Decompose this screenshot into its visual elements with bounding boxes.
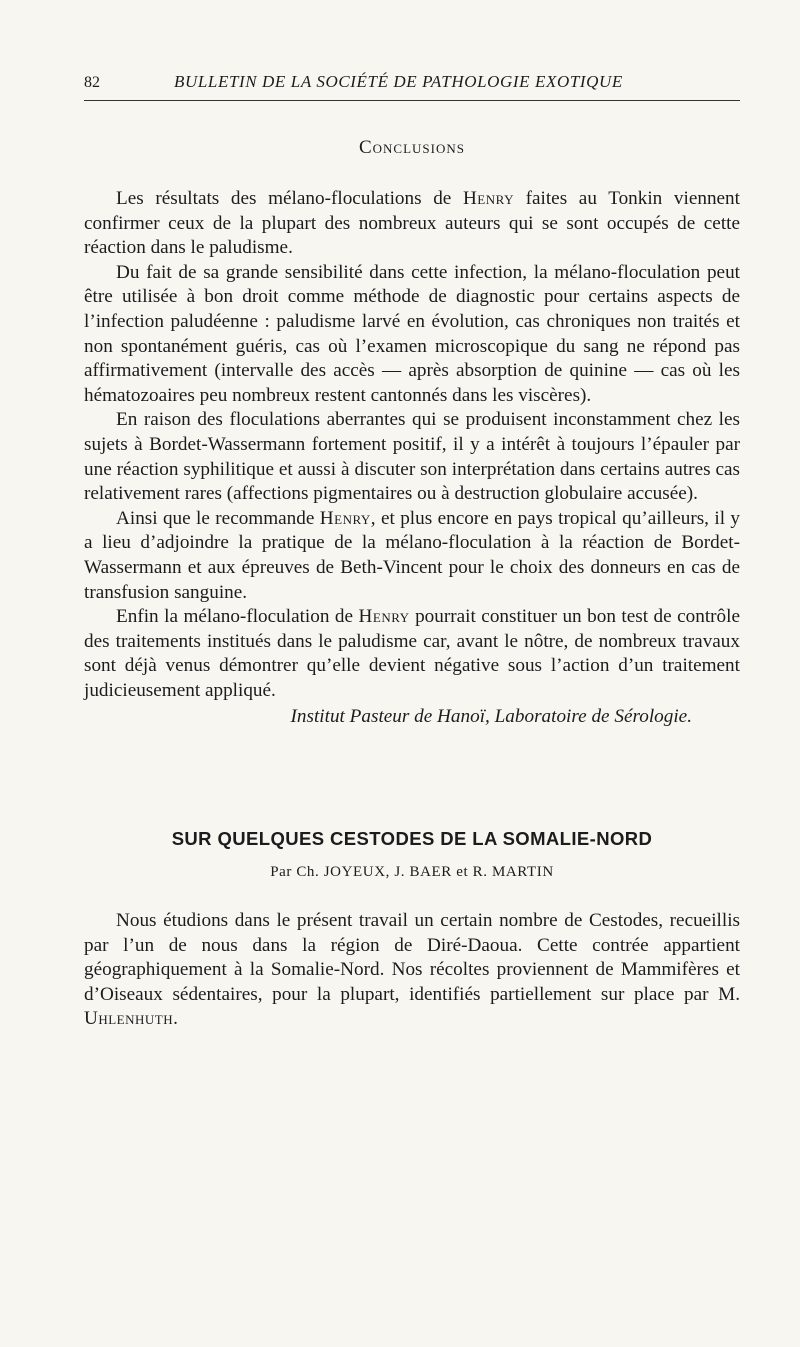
article-body <box>84 909 740 1032</box>
conclusions-paragraph-5 <box>84 605 740 703</box>
article-title: SUR QUELQUES CESTODES DE LA SOMALIE-NORD <box>171 828 653 850</box>
conclusions-paragraph-2: Du fait de sa grande sensibilité dans cette infection, la mélano-floculation peut être utilisée à bon droit comme méthode de diagnostic pour certains aspects de l’infection paludéenne : paludisme larvé en évolution, cas chroniques non traités et non spontanément guéris, cas où l’examen microscopique du sang ne répond pas affirmativement (intervalle des accès — après absorption de quinine — cas où les hématozoaires peu nombreux restent cantonnés dans les viscères). <box>84 261 740 406</box>
page <box>84 72 740 1032</box>
author-name: Henry <box>462 188 514 209</box>
text-run: pourrait constituer un bon test de contrôle des traitements institués dans le paludisme car, avant le nôtre, de nombreux travaux sont déjà venus démontrer qu’elle devient négative sous l’action d’un traitement judicieusement appliqué. <box>84 606 740 701</box>
page-number: 82 <box>84 74 100 91</box>
article-byline: Par Ch. JOYEUX, J. BAER et R. MARTIN <box>270 864 554 881</box>
conclusions-heading: Conclusions <box>358 137 465 158</box>
text-run: Les résultats des mélano-floculations de <box>116 188 463 209</box>
journal-title: BULLETIN DE LA SOCIÉTÉ DE PATHOLOGIE EXOTIQUE <box>174 72 623 91</box>
text-run: Ainsi que le recommande <box>116 507 320 529</box>
text-run: Enfin la mélano-floculation de <box>116 606 359 628</box>
affiliation: Institut Pasteur de Hanoï, Laboratoire de Sérologie. <box>290 706 692 728</box>
conclusions-paragraph-1 <box>84 187 740 261</box>
author-name: Henry <box>358 606 410 628</box>
text-run: Nous étudions dans le présent travail un certain nombre de Cestodes, recueillis par l’un de nous dans la région de Diré-Daoua. Cette contrée appartient géographiquement à la Somalie-Nord. Nos récoltes proviennent de Mammifères et d’Oiseaux sédentaires, pour la plupart, identifiés partiellement sur place par M. <box>84 910 740 1005</box>
conclusions-paragraph-3: En raison des floculations aberrantes qui se produisent inconstamment chez les sujets à Bordet-Wassermann fortement positif, il y a intérêt à toujours l’épauler par une réaction syphilitique et aussi à discuter son interprétation dans certains autres cas relativement rares (affections pigmentaires ou à destruction globulaire accusée). <box>84 409 740 505</box>
article-paragraph-1 <box>84 909 740 1032</box>
text-run: faites au Tonkin viennent confirmer ceux de la plupart des nombreux auteurs qui se sont occupés de cette réaction dans le paludisme. <box>84 188 740 259</box>
author-name: Uhlenhuth <box>84 1008 174 1030</box>
conclusions-paragraph-4 <box>84 507 740 605</box>
text-run: . <box>173 1008 178 1030</box>
author-name: Henry <box>319 507 371 529</box>
text-run: , et plus encore en pays tropical qu’ailleurs, il y a lieu d’adjoindre la pratique de la mélano-floculation à la réaction de Bordet-Wassermann et aux épreuves de Beth-Vincent pour le choix des donneurs en cas de transfusion sanguine. <box>84 507 741 603</box>
running-head <box>84 72 740 101</box>
